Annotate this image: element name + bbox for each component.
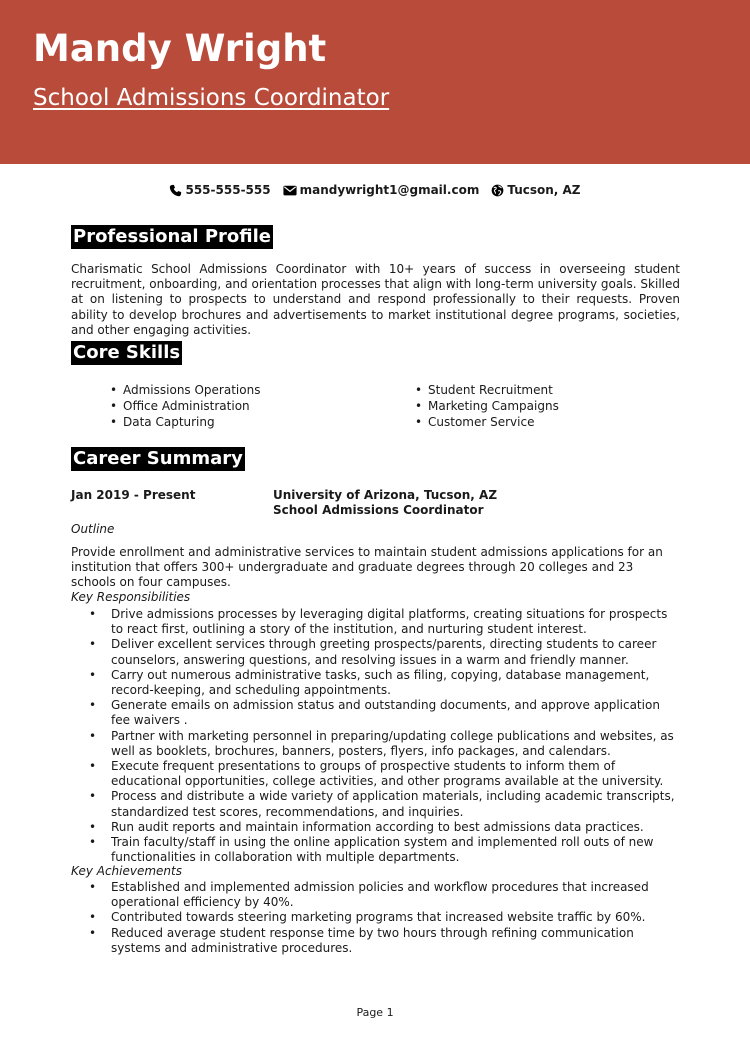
job-employer: University of Arizona, Tucson, AZ <box>273 488 498 502</box>
outline-label: Outline <box>71 522 115 536</box>
responsibility-item: • Train faculty/staff in using the online application system and implemented roll outs of new functionalities in collaboration with multiple departments. <box>71 835 681 865</box>
skill-item: • Office Administration <box>110 398 260 414</box>
responsibility-item: • Generate emails on admission status and outstanding documents, and approve application fee waivers . <box>71 698 681 728</box>
envelope-icon <box>283 185 297 196</box>
responsibility-item: • Drive admissions processes by leveraging digital platforms, creating situations for prospects to react first, outlining a story of the institution, and nurturing student interest. <box>71 607 681 637</box>
skill-item: • Student Recruitment <box>415 382 559 398</box>
achievements-list <box>71 880 681 956</box>
location-text: Tucson, AZ <box>507 183 581 197</box>
contact-bar <box>0 181 750 199</box>
responsibility-item: • Process and distribute a wide variety of application materials, including academic transcripts, standardized test scores, recommendations, and inquiries. <box>71 789 681 819</box>
header-banner <box>0 0 750 164</box>
achievement-item: • Reduced average student response time by two hours through refining communication systems and administrative procedures. <box>71 926 681 956</box>
section-heading-career: Career Summary <box>73 448 243 469</box>
job-dates: Jan 2019 - Present <box>71 488 196 502</box>
achievements-label: Key Achievements <box>71 864 182 878</box>
section-heading-skills: Core Skills <box>73 342 181 363</box>
globe-icon <box>491 184 504 197</box>
responsibility-item: • Carry out numerous administrative tasks, such as filing, copying, database management, record-keeping, and scheduling appointments. <box>71 668 681 698</box>
skill-item: • Marketing Campaigns <box>415 398 559 414</box>
responsibility-item: • Deliver excellent services through greeting prospects/parents, directing students to career counselors, answering questions, and resolving issues in a warm and friendly manner. <box>71 637 681 667</box>
responsibilities-list <box>71 607 681 865</box>
skill-item: • Data Capturing <box>110 414 260 430</box>
responsibility-item: • Execute frequent presentations to groups of prospective students to inform them of educational opportunities, college activities, and other programs available at the university. <box>71 759 681 789</box>
responsibilities-label: Key Responsibilities <box>71 590 191 604</box>
section-heading-profile: Professional Profile <box>73 226 271 247</box>
skill-item: • Customer Service <box>415 414 559 430</box>
page-number: Page 1 <box>356 1006 394 1019</box>
candidate-name: Mandy Wright <box>33 27 327 70</box>
skills-list-left <box>110 382 260 431</box>
contact-email[interactable] <box>283 181 480 199</box>
achievement-item: • Established and implemented admission policies and workflow procedures that increased operational efficiency by 40%. <box>71 880 681 910</box>
job-outline: Provide enrollment and administrative services to maintain student admissions applications for an institution that offers 300+ undergraduate and graduate degrees through 20 colleges and 23 schools on four campuses. <box>71 545 663 590</box>
responsibility-item: • Partner with marketing personnel in preparing/updating college publications and websites, as well as booklets, brochures, banners, posters, flyers, info packages, and calendars. <box>71 729 681 759</box>
profile-summary: Charismatic School Admissions Coordinator with 10+ years of success in overseeing student recruitment, onboarding, and orientation processes that align with long-term university goals. Skilled at on listening to prospects to understand and respond professionally to their requests. Proven ability to develop brochures and advertisements to market institutional degree programs, societies, and other engaging activities. <box>71 262 680 337</box>
achievement-item: • Contributed towards steering marketing programs that increased website traffic by 60%. <box>71 910 681 925</box>
email-text: mandywright1@gmail.com <box>299 183 480 197</box>
contact-phone[interactable] <box>169 181 270 199</box>
job-title: School Admissions Coordinator <box>273 503 484 517</box>
phone-text: 555-555-555 <box>185 183 271 197</box>
candidate-role: School Admissions Coordinator <box>33 85 390 111</box>
responsibility-item: • Run audit reports and maintain information according to best admissions data practices. <box>71 820 681 835</box>
skill-item: • Admissions Operations <box>110 382 260 398</box>
phone-icon <box>169 184 182 197</box>
contact-location <box>491 181 580 199</box>
skills-list-right <box>415 382 559 431</box>
